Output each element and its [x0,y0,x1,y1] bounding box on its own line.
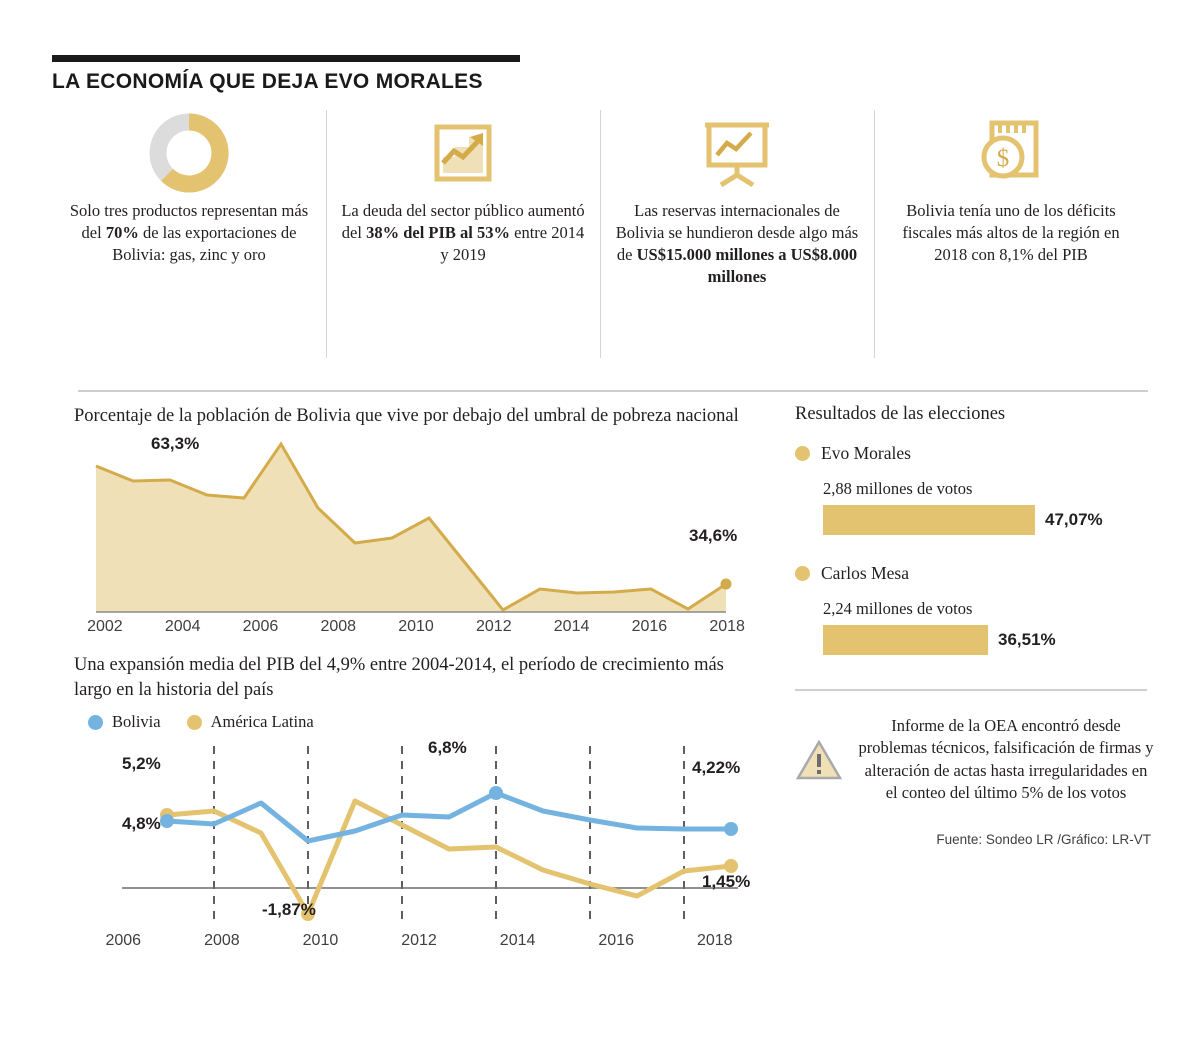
candidate-carlos-mesa [795,563,1155,655]
kpi-fiscal-deficit-text [888,200,1134,266]
gdp-legend [88,712,766,732]
gdp-line-svg [66,736,766,936]
candidate-name: Carlos Mesa [821,563,909,583]
kpi-text-c: entre 2014 y 2019 [440,222,585,264]
candidate-pct: 36,51% [998,630,1056,649]
kpi-text-a: Bolivia tenía uno de los déficits fiscales más altos de la región en 2018 con 8,1% del PIB [902,201,1120,264]
gdp-tick: 2016 [598,932,634,950]
gdp-annotation-bo-2013: 6,8% [428,738,467,758]
gdp-tick: 2018 [696,932,733,950]
candidate-dot-icon [795,446,810,461]
candidate-votes: 2,88 millones de votos [823,479,973,498]
kpi-text-a: Solo tres productos representan más del [69,201,309,242]
poverty-tick: 2018 [709,618,745,636]
poverty-tick: 2012 [476,618,512,636]
poverty-chart-title: Porcentaje de la población de Bolivia que vive por debajo del umbral de pobreza nacional [74,406,739,426]
donut-chart-icon [148,110,230,196]
gdp-annotation-bo-2006: 4,8% [122,814,161,834]
kpi-reserves [600,110,874,370]
poverty-tick: 2004 [164,618,201,636]
legend-item-bolivia [88,712,161,732]
kpi-text-a: La deuda del sector público aumentó del [341,201,585,242]
candidate-votes: 2,24 millones de votos [823,599,973,618]
legend-dot-america-latina [187,715,202,730]
kpi-public-debt [326,110,600,370]
candidate-bar [823,505,1035,535]
poverty-tick: 2014 [553,618,590,636]
candidate-name-row [795,443,1155,464]
candidate-bar-row [823,505,1155,535]
gdp-chart-title: Una expansión media del PIB del 4,9% entre 2004-2014, el período de crecimiento más largo en la historia del país [74,655,724,700]
kpi-text-b: US$15.000 millones a US$8.000 millones [636,244,858,286]
legend-label-bolivia: Bolivia [112,712,161,732]
kpi-text-b: 38% del PIB al 53% [366,222,510,242]
gdp-annotation-al-2019: 1,45% [702,872,751,892]
gdp-tick: 2014 [499,932,536,950]
poverty-tick: 2002 [87,618,123,636]
page-title: LA ECONOMÍA QUE DEJA EVO MORALES [52,70,483,93]
warning-triangle-icon [795,736,843,784]
candidate-name-row [795,563,1155,584]
candidate-dot-icon [795,566,810,581]
section-divider [78,390,1148,392]
poverty-end-label: 34,6% [689,526,738,546]
poverty-x-axis [66,618,766,636]
svg-text:$: $ [996,145,1010,172]
gdp-tick: 2012 [401,932,437,950]
gdp-annotation-al-2006: 5,2% [122,754,161,774]
gdp-tick: 2010 [302,932,339,950]
gdp-line-chart-block [66,653,766,986]
kpi-text-a: Las reservas internacionales de Bolivia se hundieron desde algo más de [615,201,859,264]
kpi-exports [52,110,326,370]
gdp-x-axis [74,932,764,950]
gdp-line-chart [66,736,766,986]
kpi-exports-text [66,200,312,266]
poverty-tick: 2016 [631,618,668,636]
left-column [66,404,766,986]
oea-text: Informe de la OEA encontró desde problemas técnicos, falsificación de firmas y alteración de actas hasta irregularidades en el conteo del último 5% de los votos [858,716,1154,802]
poverty-tick: 2008 [320,618,357,636]
kpi-row [52,110,1148,370]
poverty-area-svg [66,434,766,614]
elections-title: Resultados de las elecciones [795,404,1006,424]
poverty-tick: 2010 [398,618,434,636]
gdp-annotation-al-2009: -1,87% [262,900,316,920]
gdp-tick: 2006 [105,932,142,950]
candidate-bar [823,625,988,655]
candidate-pct: 47,07% [1045,510,1103,529]
dollar-coin-document-icon [970,110,1052,196]
candidate-name: Evo Morales [821,443,911,463]
source-credit: Fuente: Sondeo LR /Gráfico: LR-VT [936,832,1151,848]
poverty-start-label: 63,3% [151,434,200,454]
legend-dot-bolivia [88,715,103,730]
oea-note [795,715,1155,804]
kpi-text-c: de las exportaciones de Bolivia: gas, zinc y oro [112,222,297,264]
kpi-text-b: 70% [105,222,139,242]
legend-label-america-latina: América Latina [210,712,314,732]
rising-arrow-chart-icon [423,110,503,196]
gdp-tick: 2008 [204,932,240,950]
kpi-fiscal-deficit [874,110,1148,370]
legend-item-america-latina [187,712,314,732]
kpi-reserves-text [614,200,860,288]
title-rule [52,55,520,62]
kpi-public-debt-text [340,200,586,266]
right-divider [795,689,1147,691]
presentation-board-icon [695,110,779,196]
candidate-evo-morales [795,443,1155,535]
candidate-bar-row [823,625,1155,655]
poverty-tick: 2006 [242,618,279,636]
gdp-annotation-bo-2019: 4,22% [692,758,741,778]
poverty-area-chart [66,434,766,649]
right-column [795,404,1155,847]
